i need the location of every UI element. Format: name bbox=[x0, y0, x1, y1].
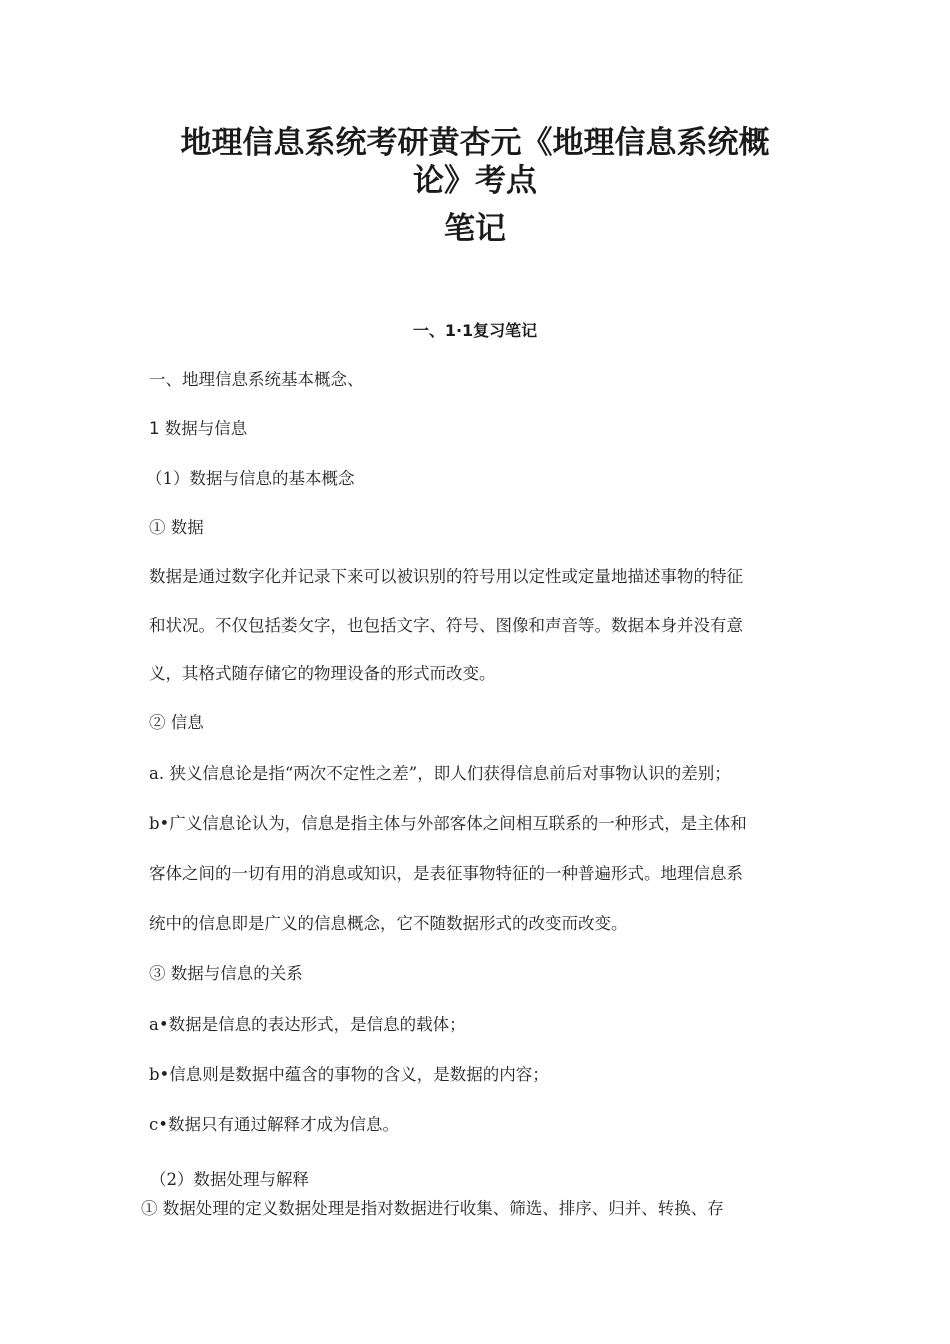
paragraph-line: 数据是通过数字化并记录下来可以被识别的符号用以定性或定量地描述事物的特征 bbox=[149, 567, 743, 586]
paragraph-line: 和状况。不仅包括娄攵字，也包括文字、符号、图像和声音等。数据本身并没有意 bbox=[149, 616, 743, 635]
paragraph-line: b•广义信息论认为，信息是指主体与外部客体之间相互联系的一种形式，是主体和 bbox=[149, 814, 747, 833]
document-title-line-3: 笔记 bbox=[444, 211, 506, 247]
paragraph-line: 义，其格式随存储它的物理设备的形式而改变。 bbox=[149, 664, 496, 683]
document-title-line-2: 论》考点 bbox=[413, 163, 537, 199]
paragraph-line: c•数据只有通过解释才成为信息。 bbox=[149, 1115, 399, 1134]
item-info-label: ② 信息 bbox=[149, 713, 204, 732]
item-relation-label: ③ 数据与信息的关系 bbox=[149, 964, 303, 983]
item-data-label: ① 数据 bbox=[149, 518, 204, 537]
subheading-processing: （2）数据处理与解释 bbox=[150, 1170, 309, 1189]
paragraph-line: a•数据是信息的表达形式，是信息的载体； bbox=[149, 1015, 466, 1034]
paragraph-line: b•信息则是数据中蕴含的事物的含义，是数据的内容； bbox=[149, 1065, 549, 1084]
heading-basic-concepts: 一、地理信息系统基本概念、 bbox=[149, 370, 364, 389]
paragraph-line: 统中的信息即是广义的信息概念，它不随数据形式的改变而改变。 bbox=[149, 914, 628, 933]
paragraph-line: a. 狭义信息论是指“两次不定性之差”，即人们获得信息前后对事物认识的差别； bbox=[149, 764, 731, 783]
paragraph-line: ① 数据处理的定义数据处理是指对数据进行收集、筛选、排序、归并、转换、存 bbox=[141, 1199, 724, 1218]
paragraph-line: 客体之间的一切有用的消息或知识，是表征事物特征的一种普遍形式。地理信息系 bbox=[149, 864, 743, 883]
subheading-basic-concepts: （1）数据与信息的基本概念 bbox=[146, 469, 355, 488]
subheading-data-and-info: 1 数据与信息 bbox=[149, 419, 248, 438]
document-title-line-1: 地理信息系统考研黄杏元《地理信息系统概 bbox=[180, 125, 770, 161]
section-heading: 一、1·1复习笔记 bbox=[412, 321, 538, 340]
